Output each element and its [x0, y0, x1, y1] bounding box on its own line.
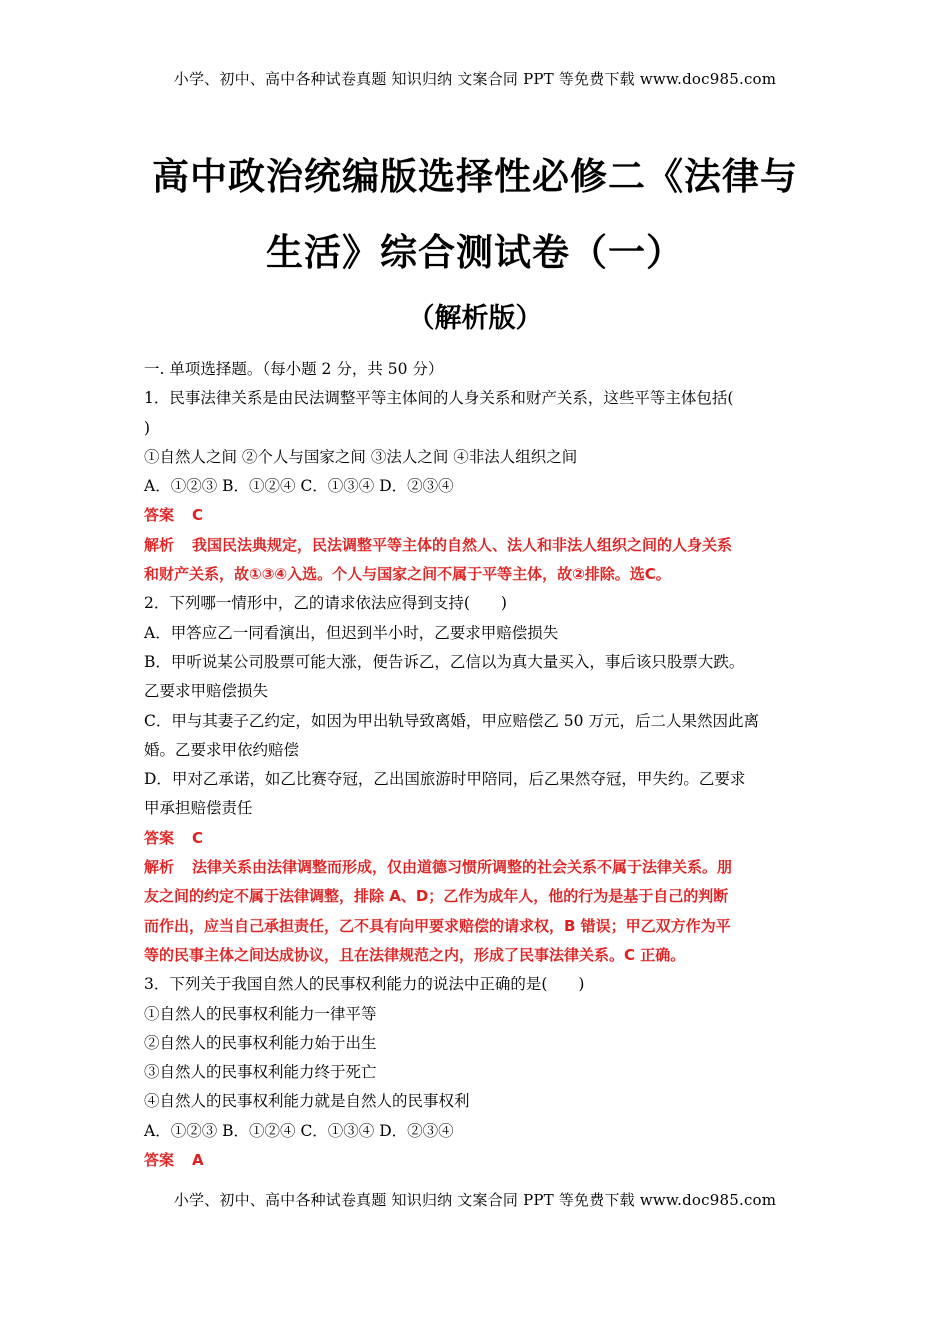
- q2-option-c-line-2: 婚。乙要求甲依约赔偿: [144, 740, 300, 759]
- document-title-line-1: 高中政治统编版选择性必修二《法律与: [152, 155, 798, 198]
- q1-options: A．①②③ B．①②④ C．①③④ D．②③④: [144, 477, 454, 496]
- q1-statements: ①自然人之间 ②个人与国家之间 ③法人之间 ④非法人组织之间: [144, 447, 578, 466]
- q2-option-d-line-2: 甲承担赔偿责任: [144, 799, 253, 818]
- q3-answer-value: A: [192, 1151, 204, 1170]
- document-title-line-2: 生活》综合测试卷（一）: [266, 231, 684, 274]
- q2-option-b-line-1: B．甲听说某公司股票可能大涨，便告诉乙，乙信以为真大量买入，事后该只股票大跌。: [144, 652, 745, 671]
- q2-analysis-line-2: 友之间的约定不属于法律调整，排除 A、D；乙作为成年人，他的行为是基于自己的判断: [144, 887, 729, 906]
- q1-answer-label: 答案: [144, 506, 175, 525]
- q2-analysis-line-4: 等的民事主体之间达成协议，且在法律规范之内，形成了民事法律关系。C 正确。: [144, 945, 686, 964]
- q3-stem: 3．下列关于我国自然人的民事权利能力的说法中正确的是( ): [144, 975, 585, 994]
- page-header: 小学、初中、高中各种试卷真题 知识归纳 文案合同 PPT 等免费下载 www.doc985.com: [173, 70, 777, 88]
- q1-answer: [144, 501, 809, 530]
- page-footer: 小学、初中、高中各种试卷真题 知识归纳 文案合同 PPT 等免费下载 www.doc985.com: [173, 1191, 777, 1209]
- q2-answer-value: C: [192, 828, 204, 847]
- q3-statement-4: ④自然人的民事权利能力就是自然人的民事权利: [144, 1092, 470, 1111]
- q2-option-b-line-2: 乙要求甲赔偿损失: [144, 682, 269, 701]
- q3-statement-1: ①自然人的民事权利能力一律平等: [144, 1004, 377, 1023]
- q1-analysis-line-1: 我国民法典规定，民法调整平等主体的自然人、法人和非法人组织之间的人身关系: [192, 535, 733, 554]
- q2-option-d-line-1: D．甲对乙承诺，如乙比赛夺冠，乙出国旅游时甲陪同，后乙果然夺冠，甲失约。乙要求: [144, 770, 746, 789]
- q2-stem: 2．下列哪一情形中，乙的请求依法应得到支持( ): [144, 594, 507, 613]
- q3-statement-3: ③自然人的民事权利能力终于死亡: [144, 1063, 377, 1082]
- q1-stem-end: ): [144, 418, 151, 437]
- document-body: [144, 355, 809, 1175]
- q2-analysis: [144, 853, 809, 882]
- q3-answer: [144, 1146, 809, 1175]
- q2-analysis-line-3: 而作出，应当自己承担责任，乙不具有向甲要求赔偿的请求权，B 错误；甲乙双方作为平: [144, 916, 731, 935]
- q2-option-a: A．甲答应乙一同看演出，但迟到半小时，乙要求甲赔偿损失: [144, 623, 559, 642]
- q2-answer-label: 答案: [144, 828, 175, 847]
- q3-answer-label: 答案: [144, 1151, 175, 1170]
- q3-statement-2: ②自然人的民事权利能力始于出生: [144, 1033, 377, 1052]
- q1-analysis-label: 解析: [144, 535, 175, 554]
- q1-analysis: [144, 531, 809, 560]
- q1-stem: 1．民事法律关系是由民法调整平等主体间的人身关系和财产关系，这些平等主体包括(: [144, 389, 734, 408]
- q2-option-c-line-1: C．甲与其妻子乙约定，如因为甲出轨导致离婚，甲应赔偿乙 50 万元，后二人果然因此离: [144, 711, 759, 730]
- q3-options: A．①②③ B．①②④ C．①③④ D．②③④: [144, 1121, 454, 1140]
- q1-analysis-line-2: 和财产关系，故①③④入选。个人与国家之间不属于平等主体，故②排除。选C。: [144, 565, 671, 584]
- q2-answer: [144, 824, 809, 853]
- section-heading: 一. 单项选择题。（每小题 2 分，共 50 分）: [144, 360, 444, 378]
- document-subtitle: （解析版）: [407, 303, 543, 334]
- q2-analysis-label: 解析: [144, 858, 175, 877]
- q2-analysis-line-1: 法律关系由法律调整而形成，仅由道德习惯所调整的社会关系不属于法律关系。朋: [192, 858, 733, 877]
- q1-answer-value: C: [192, 506, 204, 525]
